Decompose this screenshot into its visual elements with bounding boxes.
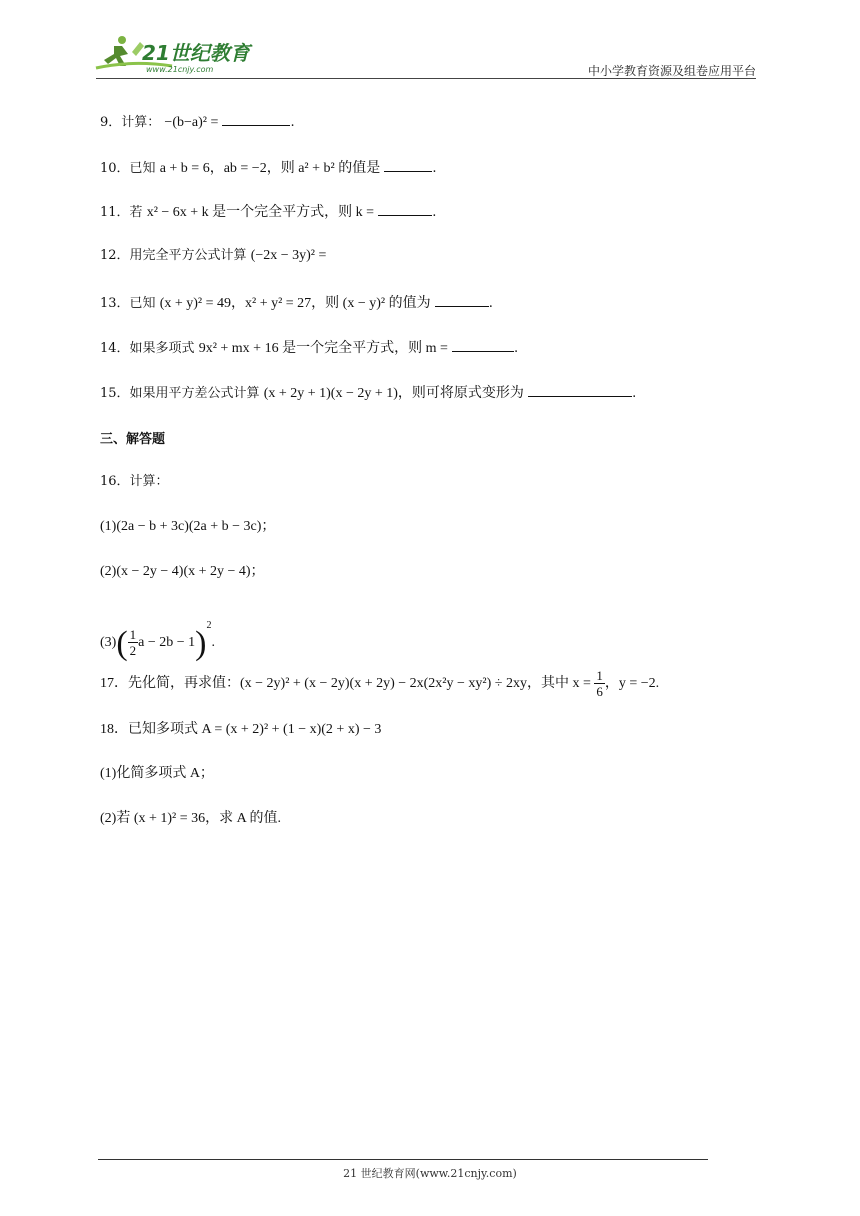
answer-blank[interactable] xyxy=(378,201,432,216)
question-12 xyxy=(100,246,326,266)
question-18-part-2: (2)若 (x + 1)² = 36，求 A 的值. xyxy=(100,811,281,826)
runner-icon xyxy=(92,34,262,78)
question-15: 15．如果用平方差公式计算 (x + 2y + 1)(x − 2y + 1)，则可将原式变形为 . xyxy=(100,382,636,404)
question-18-part-1: (1)化简多项式 A； xyxy=(100,766,214,781)
question-10: 10．已知 a + b = 6，ab = −2，则 a² + b² 的值是 . xyxy=(100,157,436,179)
question-14: 14．如果多项式 9x² + mx + 16 是一个完全平方式，则 m = . xyxy=(100,337,518,359)
footer-divider xyxy=(98,1159,708,1160)
section-title: 三、解答题 xyxy=(100,432,166,447)
question-number: 11．若 xyxy=(100,205,143,220)
question-number: 14．如果多项式 xyxy=(100,341,195,356)
question-16-part-2: (2)(x − 2y − 4)(x + 2y − 4)； xyxy=(100,564,265,579)
answer-blank[interactable] xyxy=(222,111,290,126)
question-11: 11．若 x² − 6x + k 是一个完全平方式，则 k = . xyxy=(100,201,436,223)
question-16-title: 16．计算： xyxy=(100,474,169,489)
header-divider xyxy=(96,78,756,79)
question-9: 9．计算： −(b−a)² = . xyxy=(100,111,295,133)
fraction: $\frac{1}{6}$ xyxy=(596,668,603,700)
question-16-part-3: (3)( $\frac{1}{2}$ a − 2b − 1)$^2$. xyxy=(100,620,215,662)
answer-blank[interactable] xyxy=(452,337,514,352)
math-expression: −(b−a)² = xyxy=(164,115,219,130)
platform-name: 中小学教育资源及组卷应用平台 xyxy=(587,64,756,78)
fraction: $\frac{1}{2}$ xyxy=(129,627,137,659)
answer-blank[interactable] xyxy=(384,157,432,172)
answer-blank[interactable] xyxy=(528,382,632,397)
answer-blank[interactable] xyxy=(435,292,489,307)
math-expression: x² − 6x + k 是一个完全平方式，则 k = xyxy=(146,205,375,220)
svg-text:21世纪教育: 21世纪教育 xyxy=(142,41,250,65)
svg-text:www.21cnjy.com: www.21cnjy.com xyxy=(146,65,214,74)
question-number: 10．已知 xyxy=(100,161,156,176)
question-number: 15．如果用平方差公式计算 xyxy=(100,386,260,401)
question-number: 9．计算： xyxy=(100,115,161,130)
question-number: 12．用完全平方公式计算 xyxy=(100,248,247,263)
question-17: 17．先化简，再求值：(x − 2y)² + (x − 2y)(x + 2y) − 2x(2x²y − xy²) ÷ 2xy，其中 x = $\frac{1}{6}$ ，y = −2. xyxy=(100,668,660,700)
math-expression: (x + 2y + 1)(x − 2y + 1)，则可将原式变形为 xyxy=(263,386,524,401)
math-expression: (−2x − 3y)² = xyxy=(250,248,327,263)
question-16-part-1: (1)(2a − b + 3c)(2a + b − 3c)； xyxy=(100,519,276,534)
math-expression: 9x² + mx + 16 是一个完全平方式，则 m = xyxy=(198,341,448,356)
question-13: 13．已知 (x + y)² = 49，x² + y² = 27，则 (x − y)² 的值为 . xyxy=(100,292,493,314)
math-expression: a + b = 6，ab = −2，则 a² + b² 的值是 xyxy=(159,161,381,176)
footer-text: 21 世纪教育网(www.21cnjy.com) xyxy=(343,1167,517,1180)
question-18-title: 18．已知多项式 A = (x + 2)² + (1 − x)(2 + x) − 3 xyxy=(100,722,382,737)
question-number: 13．已知 xyxy=(100,296,156,311)
math-expression: (x + y)² = 49，x² + y² = 27，则 (x − y)² 的值为 xyxy=(159,296,431,311)
site-logo xyxy=(92,34,262,78)
